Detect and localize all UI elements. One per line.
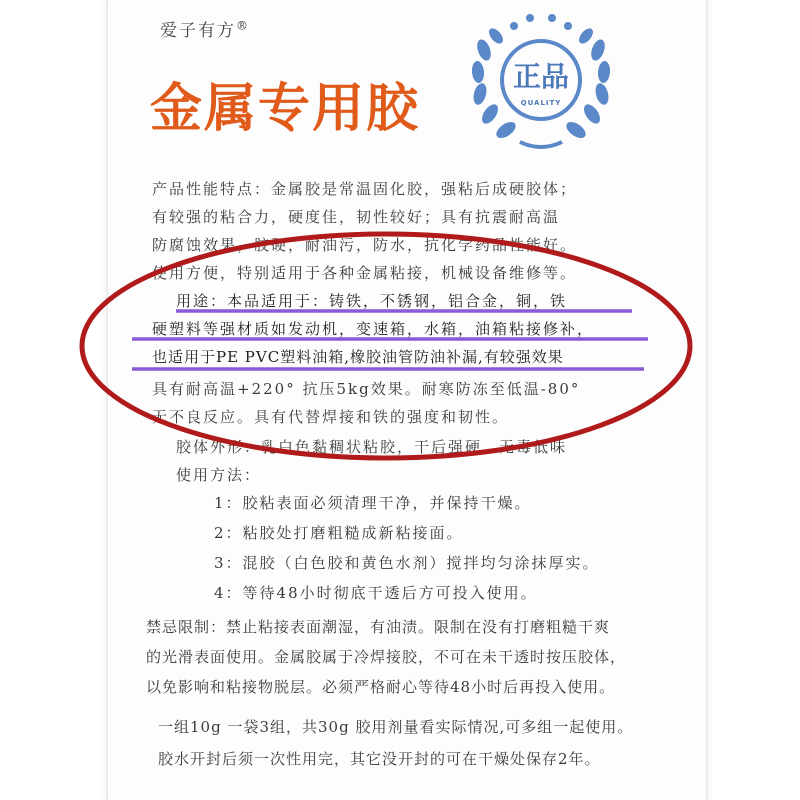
seal-text: 正品 (512, 60, 570, 93)
usage-line-3: 也适用于PE PVC塑料油箱,橡胶油管防油补漏,有较强效果 (152, 348, 564, 366)
restriction-line-1: 禁忌限制：禁止粘接表面潮湿，有油渍。限制在没有打磨粗糙干爽 (146, 618, 611, 636)
quality-seal (462, 6, 620, 154)
method-step-4: 4：等待48小时彻底干透后方可投入使用。 (214, 584, 538, 602)
resistance-line-2: 无不良反应。具有代替焊接和铁的强度和韧性。 (152, 408, 510, 426)
restriction-line-2: 的光滑表面使用。金属胶属于冷焊接胶，不可在未干透时按压胶体， (146, 648, 627, 666)
usage-line-2: 硬塑料等强材质如发动机，变速箱，水箱，油箱粘接修补， (152, 320, 595, 338)
method-step-2: 2：粘胶处打磨粗糙成新粘接面。 (214, 524, 464, 542)
method-step-3: 3：混胶（白色胶和黄色水剂）搅拌均匀涂抹厚实。 (214, 554, 600, 572)
package-line-1: 一组10g 一袋3组，共30g 胶用剂量看实际情况,可多组一起使用。 (158, 718, 634, 736)
method-heading: 使用方法： (176, 466, 262, 484)
brand-name: 爱子有方® (160, 18, 250, 41)
usage-line-1: 用途：本品适用于：铸铁，不锈钢，铝合金，铜，铁 (176, 292, 568, 310)
appearance-line: 胶体外形：乳白色黏稠状粘胶，干后强硬。无毒低味 (176, 438, 568, 456)
restriction-line-3: 以免影响和粘接物脱层。必须严格耐心等待48小时后再投入使用。 (146, 678, 616, 696)
page-title: 金属专用胶 (150, 79, 421, 139)
features-line-4: 使用方便，特别适用于各种金属粘接，机械设备维修等。 (152, 264, 578, 282)
package-line-2: 胶水开封后须一次性用完，其它没开封的可在干燥处保存2年。 (158, 750, 601, 768)
features-line-3: 防腐蚀效果，胶硬，耐油污，防水，抗化学药品性能好。 (152, 236, 578, 254)
method-step-1: 1：胶粘表面必须清理干净，并保持干燥。 (214, 494, 532, 512)
seal-subtext: QUALITY (520, 99, 562, 107)
features-line-2: 有较强的粘合力，硬度佳，韧性较好；具有抗震耐高温 (152, 208, 561, 226)
features-line-1: 产品性能特点：金属胶是常温固化胶，强粘后成硬胶体； (152, 180, 578, 198)
resistance-line-1: 具有耐高温+220° 抗压5kg效果。耐寒防冻至低温-80° (152, 380, 581, 398)
